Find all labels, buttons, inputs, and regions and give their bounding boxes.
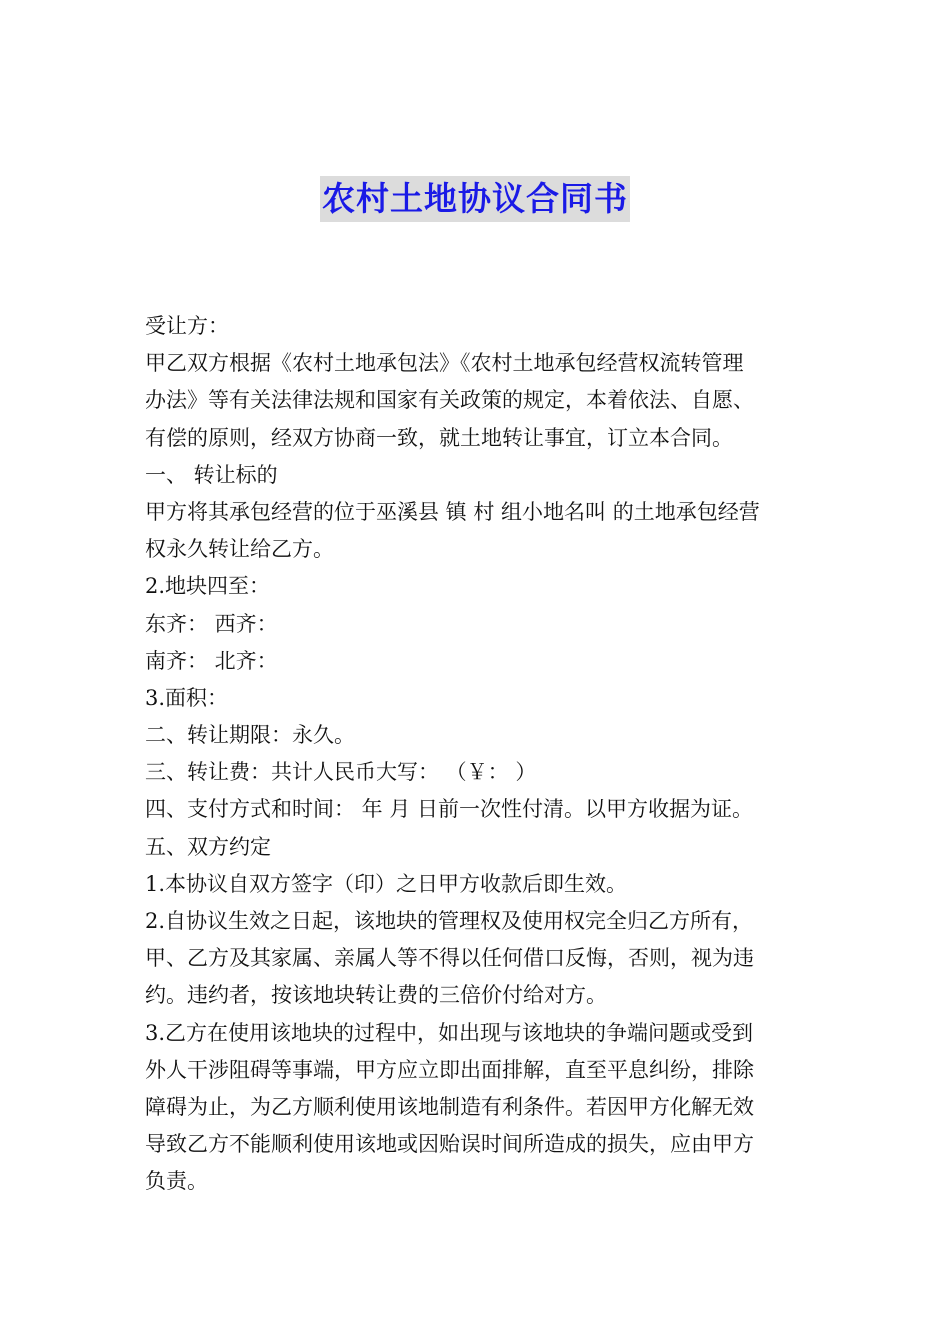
text-line: 有偿的原则，经双方协商一致，就土地转让事宜，订立本合同。 — [145, 425, 733, 450]
document-title: 农村土地协议合同书 — [320, 176, 630, 222]
section-heading: 四、支付方式和时间： 年 月 日前一次性付清。以甲方收据为证。 — [145, 797, 754, 822]
text-line: 南齐： 北齐： — [145, 648, 278, 673]
text-line: 负责。 — [145, 1169, 208, 1194]
section-heading: 二、转让期限：永久。 — [145, 723, 355, 748]
text-line: 1.本协议自双方签字（印）之日甲方收款后即生效。 — [145, 871, 628, 896]
text-line: 外人干涉阻碍等事端，甲方应立即出面排解，直至平息纠纷，排除 — [145, 1057, 754, 1082]
text-line: 2.自协议生效之日起，该地块的管理权及使用权完全归乙方所有， — [145, 909, 754, 933]
title-container — [0, 176, 950, 222]
text-line: 甲、乙方及其家属、亲属人等不得以任何借口反悔，否则，视为违 — [145, 946, 754, 971]
section-heading: 三、转让费：共计人民币大写： （￥： ） — [145, 760, 537, 785]
text-line: 甲乙双方根据《农村土地承包法》《农村土地承包经营权流转管理 — [145, 351, 744, 376]
text-line: 办法》等有关法律法规和国家有关政策的规定，本着依法、自愿、 — [145, 388, 754, 413]
text-line: 2.地块四至： — [145, 574, 271, 599]
text-line: 约。违约者，按该地块转让费的三倍价付给对方。 — [145, 983, 607, 1008]
text-line: 3.乙方在使用该地块的过程中，如出现与该地块的争端问题或受到 — [145, 1020, 754, 1045]
document-body — [145, 308, 810, 1201]
text-line: 3.面积： — [145, 685, 229, 710]
section-heading: 五、双方约定 — [145, 834, 271, 859]
text-line: 权永久转让给乙方。 — [145, 537, 334, 562]
text-line: 受让方： — [145, 314, 229, 338]
text-line: 障碍为止，为乙方顺利使用该地制造有利条件。若因甲方化解无效 — [145, 1094, 754, 1119]
text-line: 导致乙方不能顺利使用该地或因贻误时间所造成的损失，应由甲方 — [145, 1132, 754, 1157]
text-line: 甲方将其承包经营的位于巫溪县 镇 村 组小地名叫 的土地承包经营 — [145, 499, 760, 524]
text-line: 东齐： 西齐： — [145, 611, 278, 636]
section-heading: 一、 转让标的 — [145, 462, 278, 487]
